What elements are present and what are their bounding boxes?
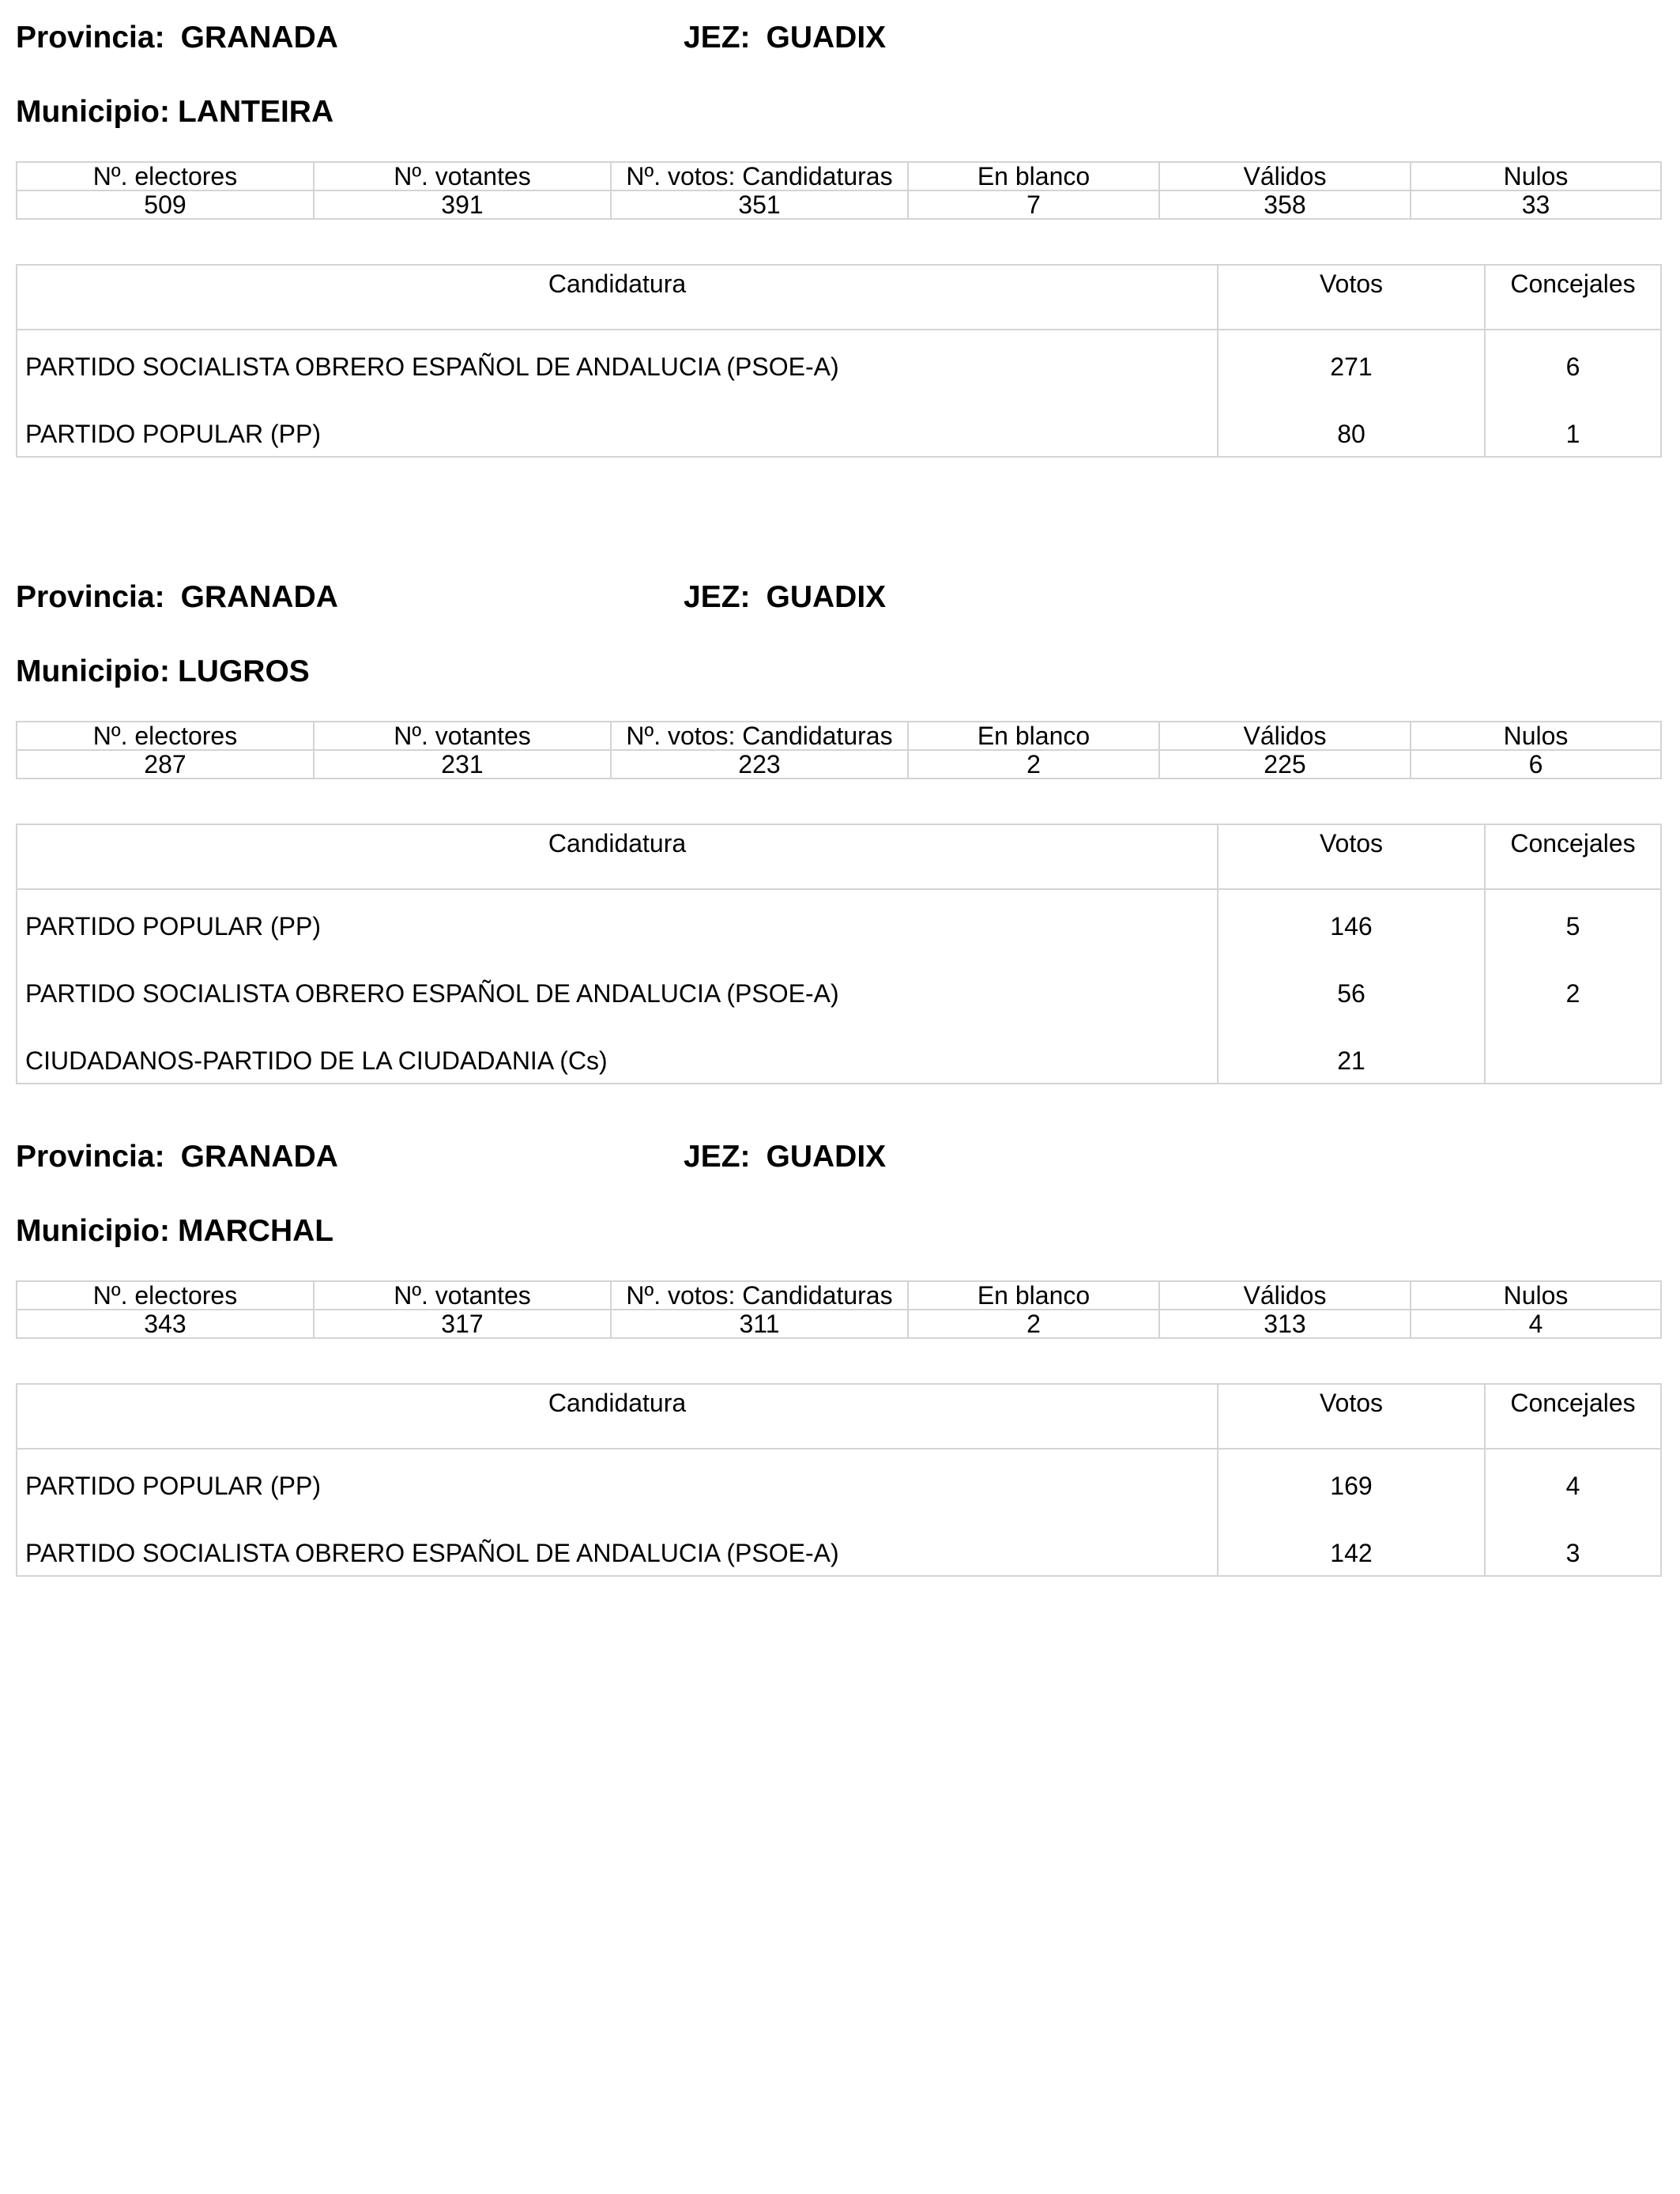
jez-heading: JEZ: GUADIX [684,1140,887,1174]
header-concejales: Concejales [1510,829,1636,858]
header-candidatura: Candidatura [17,825,1219,888]
stats-value-cell: 225 [1159,750,1411,778]
stats-value-cell: 391 [314,190,611,219]
stats-value-cell: 7 [908,190,1159,219]
jez-heading: JEZ: GUADIX [684,580,887,614]
stats-value-row [17,1310,1661,1338]
stats-header-cell: En blanco [908,722,1159,750]
stats-value-row [17,190,1661,219]
concejales-column [1486,330,1660,456]
votos-column [1219,890,1486,1083]
stats-value-cell: 2 [908,750,1159,778]
stats-value-cell: 2 [908,1310,1159,1338]
stats-header-cell: Válidos [1159,162,1411,190]
provincia-heading: Provincia: GRANADA [16,21,338,55]
stats-header-cell: Nº. votos: Candidaturas [611,162,908,190]
stats-table [16,1280,1662,1339]
stats-header-row [17,162,1661,190]
stats-value-cell: 358 [1159,190,1411,219]
provincia-value: GRANADA [180,1140,338,1174]
candidaturas-header-row [17,266,1660,330]
candidatura-votos: 169 [1330,1472,1373,1500]
candidatura-votos: 21 [1337,1046,1365,1075]
header-candidatura: Candidatura [17,266,1219,329]
jez-value: GUADIX [766,21,887,55]
candidatura-concejales: 3 [1565,1539,1580,1567]
stats-value-cell: 4 [1411,1310,1661,1338]
candidatura-name: PARTIDO SOCIALISTA OBRERO ESPAÑOL DE ANDALUCIA (PSOE-A) [25,979,839,1008]
stats-value-cell: 343 [17,1310,314,1338]
candidatura-column [17,1449,1219,1575]
stats-table [16,161,1662,220]
municipio-heading: Municipio: MARCHAL [16,1214,334,1248]
stats-value-cell: 33 [1411,190,1661,219]
candidaturas-header-row [17,1385,1660,1449]
candidatura-column [17,890,1219,1083]
jez-heading: JEZ: GUADIX [684,21,887,55]
candidatura-concejales: 4 [1565,1472,1580,1500]
stats-header-cell: Nulos [1411,162,1661,190]
provincia-value: GRANADA [180,21,338,55]
candidaturas-table [16,264,1662,458]
stats-header-cell: En blanco [908,162,1159,190]
stats-value-cell: 317 [314,1310,611,1338]
stats-value-cell: 6 [1411,750,1661,778]
stats-value-cell: 223 [611,750,908,778]
municipio-value: LANTEIRA [177,95,334,129]
candidatura-concejales: 5 [1565,912,1580,941]
candidatura-votos: 271 [1330,352,1373,381]
candidatura-name: PARTIDO POPULAR (PP) [25,420,321,448]
candidatura-name: PARTIDO POPULAR (PP) [25,912,321,941]
candidaturas-table [16,1383,1662,1577]
candidatura-votos: 142 [1330,1539,1373,1567]
stats-value-cell: 509 [17,190,314,219]
candidatura-name: PARTIDO SOCIALISTA OBRERO ESPAÑOL DE ANDALUCIA (PSOE-A) [25,352,839,381]
candidatura-column [17,330,1219,456]
stats-header-cell: Válidos [1159,722,1411,750]
candidatura-concejales: 2 [1565,979,1580,1008]
candidatura-name: CIUDADANOS-PARTIDO DE LA CIUDADANIA (Cs) [25,1046,608,1075]
header-votos: Votos [1219,825,1486,888]
jez-value: GUADIX [766,580,887,614]
candidatura-concejales [1486,1045,1660,1076]
stats-header-cell: Nº. votos: Candidaturas [611,1281,908,1310]
municipio-value: MARCHAL [177,1214,334,1248]
municipio-heading: Municipio: LUGROS [16,654,310,688]
candidatura-name: PARTIDO SOCIALISTA OBRERO ESPAÑOL DE ANDALUCIA (PSOE-A) [25,1539,839,1567]
candidatura-concejales: 1 [1565,420,1580,448]
candidatura-votos: 80 [1337,420,1365,448]
header-candidatura: Candidatura [17,1385,1219,1448]
municipio-value: LUGROS [177,654,310,688]
stats-header-cell: Válidos [1159,1281,1411,1310]
stats-value-cell: 287 [17,750,314,778]
stats-table [16,721,1662,779]
concejales-column [1486,890,1660,1083]
stats-header-cell: Nº. electores [17,722,314,750]
header-concejales: Concejales [1510,1389,1636,1417]
stats-header-cell: Nº. votos: Candidaturas [611,722,908,750]
provincia-value: GRANADA [180,580,338,614]
stats-header-cell: Nº. votantes [314,722,611,750]
municipio-heading: Municipio: LANTEIRA [16,95,334,129]
stats-header-row [17,722,1661,750]
concejales-column [1486,1449,1660,1575]
candidatura-votos: 56 [1337,979,1365,1008]
header-votos: Votos [1219,266,1486,329]
votos-column [1219,1449,1486,1575]
candidatura-concejales: 6 [1565,352,1580,381]
provincia-heading: Provincia: GRANADA [16,580,338,614]
stats-header-cell: Nº. electores [17,1281,314,1310]
candidaturas-table [16,824,1662,1084]
stats-value-cell: 313 [1159,1310,1411,1338]
stats-value-cell: 351 [611,190,908,219]
stats-header-cell: Nº. votantes [314,1281,611,1310]
header-concejales: Concejales [1510,270,1636,298]
stats-value-cell: 311 [611,1310,908,1338]
stats-header-cell: Nulos [1411,1281,1661,1310]
stats-header-row [17,1281,1661,1310]
stats-header-cell: Nº. votantes [314,162,611,190]
stats-header-cell: Nº. electores [17,162,314,190]
stats-value-row [17,750,1661,778]
candidaturas-header-row [17,825,1660,890]
candidatura-votos: 146 [1330,912,1373,941]
provincia-heading: Provincia: GRANADA [16,1140,338,1174]
stats-value-cell: 231 [314,750,611,778]
stats-header-cell: Nulos [1411,722,1661,750]
votos-column [1219,330,1486,456]
header-votos: Votos [1219,1385,1486,1448]
stats-header-cell: En blanco [908,1281,1159,1310]
candidatura-name: PARTIDO POPULAR (PP) [25,1472,321,1500]
jez-value: GUADIX [766,1140,887,1174]
